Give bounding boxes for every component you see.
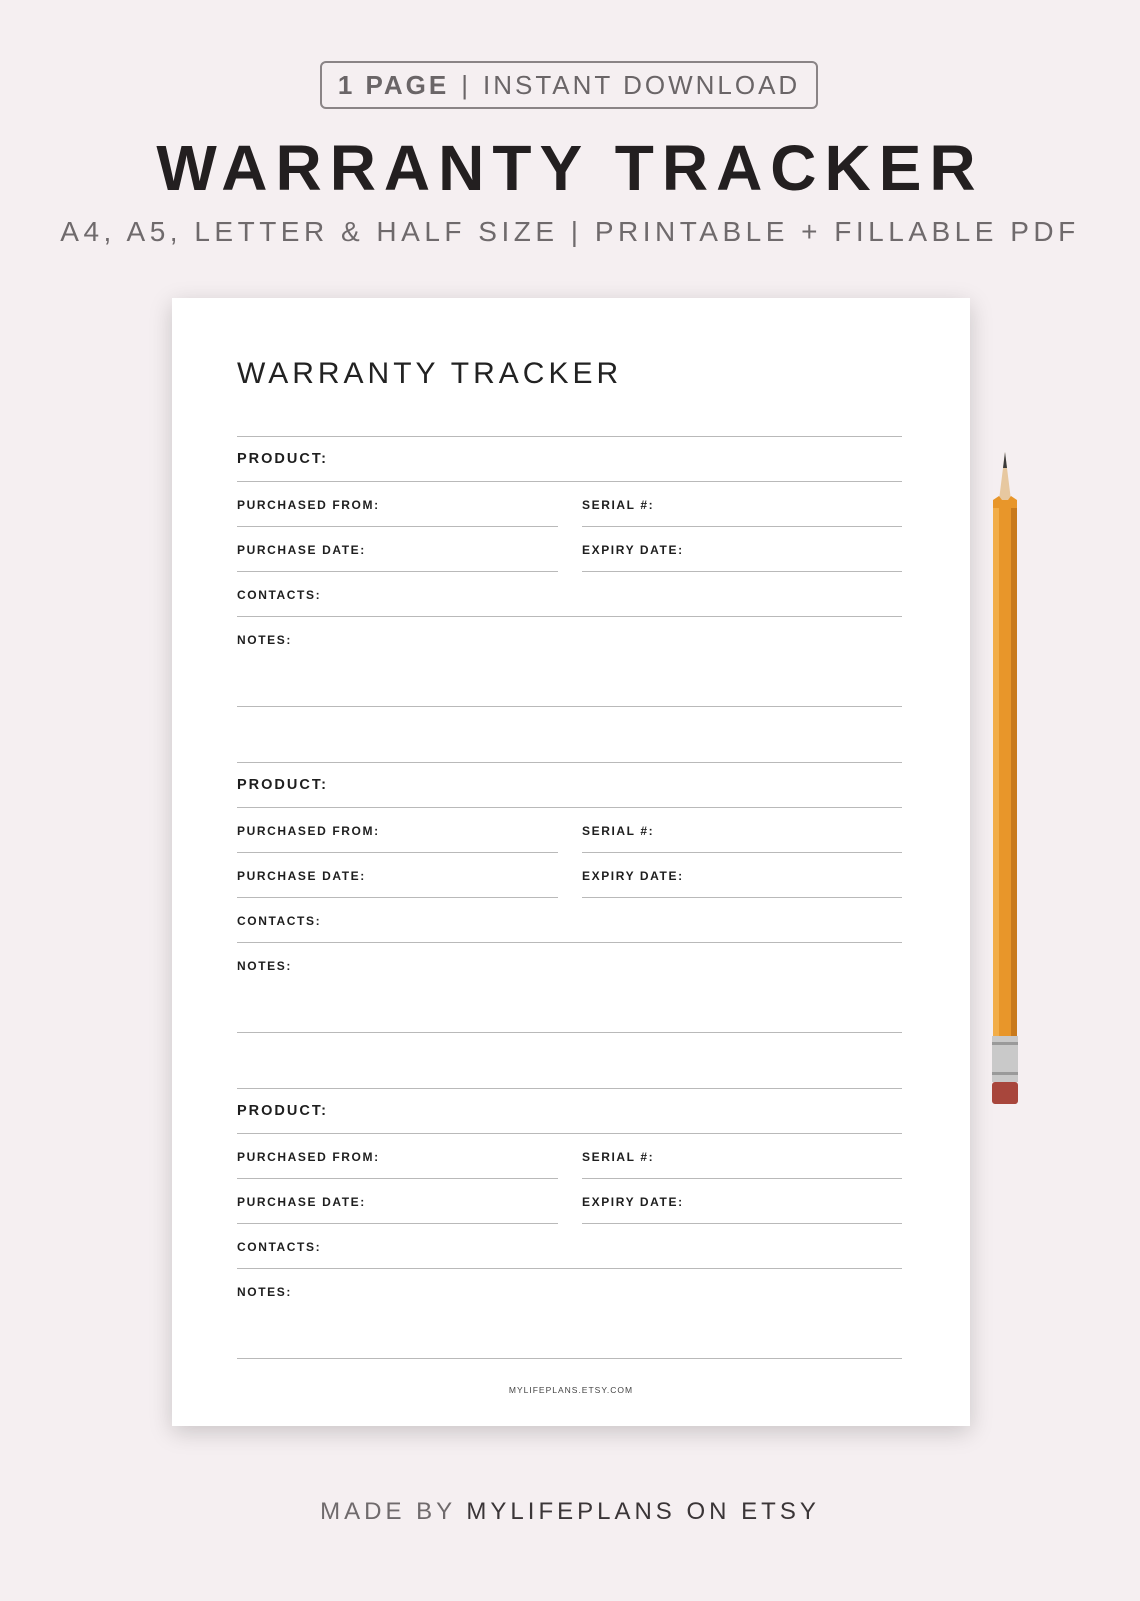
credit-brand: MYLIFEPLANS ON ETSY (466, 1498, 820, 1525)
notes-label: NOTES: (237, 1285, 292, 1299)
serial-label: SERIAL #: (582, 824, 655, 838)
contacts-field-line (237, 616, 902, 617)
purchased-from-field-line (237, 852, 558, 853)
product-label: PRODUCT: (237, 1103, 328, 1119)
purchase-date-label: PURCHASE DATE: (237, 1195, 366, 1209)
badge-page-count: 1 PAGE (337, 69, 450, 100)
purchased-from-field-line (237, 1178, 558, 1179)
warranty-tracker-sheet (172, 298, 970, 1426)
made-by-credit (0, 1496, 1140, 1528)
page-count-badge (320, 61, 818, 109)
sheet-title: WARRANTY TRACKER (237, 357, 623, 390)
notes-label: NOTES: (237, 959, 292, 973)
badge-download-text: INSTANT DOWNLOAD (483, 69, 801, 100)
purchased-from-field-line (237, 526, 558, 527)
purchased-from-label: PURCHASED FROM: (237, 824, 380, 838)
section-top-rule (237, 1088, 902, 1089)
purchased-from-label: PURCHASED FROM: (237, 1150, 380, 1164)
product-label: PRODUCT: (237, 451, 328, 467)
main-title: WARRANTY TRACKER (156, 132, 984, 204)
notes-field-line (237, 1358, 902, 1359)
expiry-date-label: EXPIRY DATE: (582, 543, 684, 557)
contacts-label: CONTACTS: (237, 588, 322, 602)
section-top-rule (237, 436, 902, 437)
expiry-date-field-line (582, 1223, 902, 1224)
expiry-date-field-line (582, 897, 902, 898)
purchase-date-field-line (237, 897, 558, 898)
serial-label: SERIAL #: (582, 498, 655, 512)
contacts-label: CONTACTS: (237, 1240, 322, 1254)
expiry-date-label: EXPIRY DATE: (582, 869, 684, 883)
serial-field-line (582, 526, 902, 527)
product-field-line (237, 807, 902, 808)
notes-field-line (237, 1032, 902, 1033)
product-field-line (237, 1133, 902, 1134)
expiry-date-label: EXPIRY DATE: (582, 1195, 684, 1209)
contacts-field-line (237, 1268, 902, 1269)
section-top-rule (237, 762, 902, 763)
credit-prefix: MADE BY (320, 1498, 456, 1525)
serial-label: SERIAL #: (582, 1150, 655, 1164)
product-field-line (237, 481, 902, 482)
size-subtitle: A4, A5, LETTER & HALF SIZE | PRINTABLE + FILLABLE PDF (60, 216, 1080, 247)
purchased-from-label: PURCHASED FROM: (237, 498, 380, 512)
notes-label: NOTES: (237, 633, 292, 647)
sheet-footer-site: MYLIFEPLANS.ETSY.COM (508, 1385, 634, 1395)
product-label: PRODUCT: (237, 777, 328, 793)
purchase-date-field-line (237, 1223, 558, 1224)
badge-separator: | (461, 69, 472, 100)
expiry-date-field-line (582, 571, 902, 572)
purchase-date-label: PURCHASE DATE: (237, 869, 366, 883)
purchase-date-field-line (237, 571, 558, 572)
notes-field-line (237, 706, 902, 707)
contacts-label: CONTACTS: (237, 914, 322, 928)
purchase-date-label: PURCHASE DATE: (237, 543, 366, 557)
contacts-field-line (237, 942, 902, 943)
pencil-icon (990, 452, 1020, 1116)
serial-field-line (582, 1178, 902, 1179)
serial-field-line (582, 852, 902, 853)
